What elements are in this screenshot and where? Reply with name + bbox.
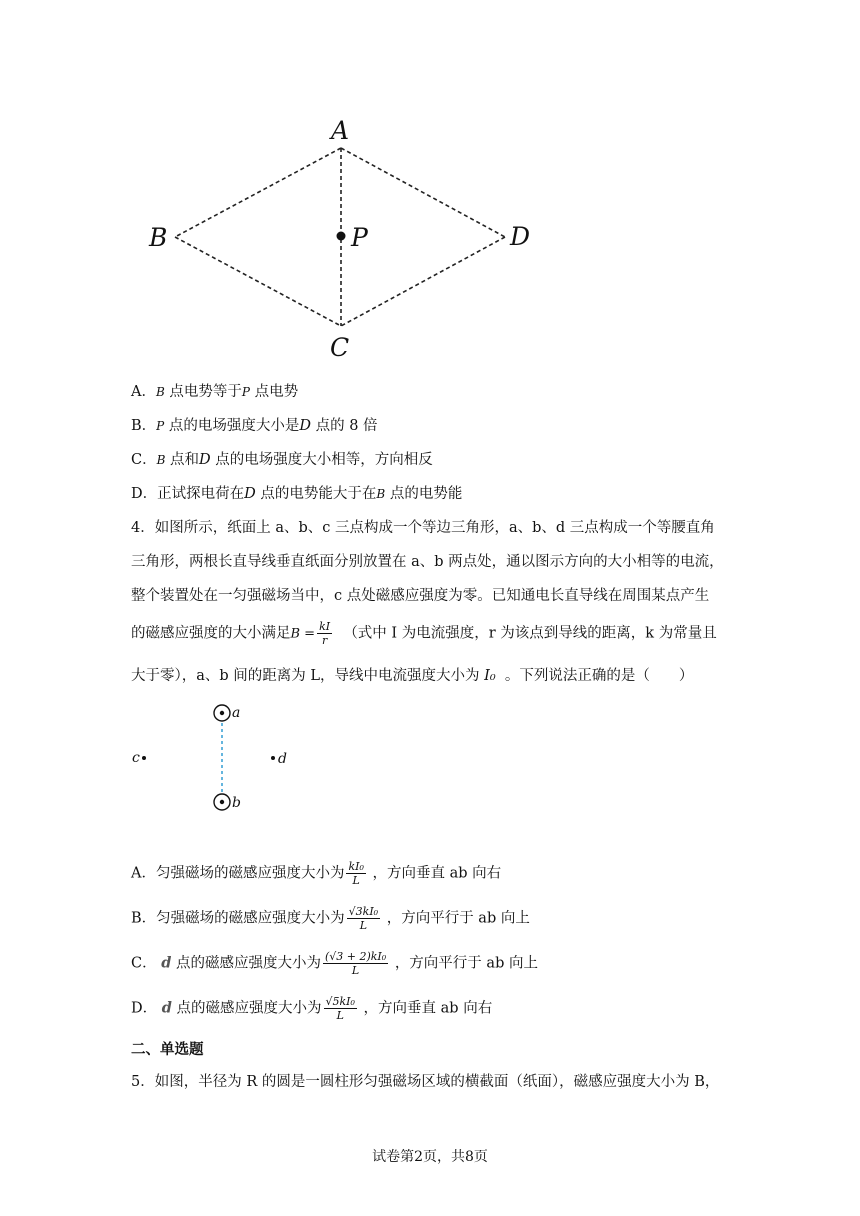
q4-option-c[interactable]: C． d 点的磁感应强度大小为 $\frac{\text{(√3 + 2)kI₀}}{L}$ ，方向平行于 ab 向上 <box>131 950 538 977</box>
q3-option-c[interactable]: C．B 点和D 点的电场强度大小相等，方向相反 <box>131 452 433 468</box>
formula-fraction: $\frac{kI}{r}$ <box>319 620 331 647</box>
point-p <box>337 232 346 241</box>
q4-line-4: 的磁感应强度的大小满足B = $\frac{kI}{r}$ （式中 I 为电流强度，r 为该点到导线的距离，k 为常量且 <box>131 620 717 647</box>
q4-option-b[interactable]: B．匀强磁场的磁感应强度大小为 $\frac{\text{√3kI₀}}{L}$ ，方向平行于 ab 向上 <box>131 905 530 932</box>
q3-option-d[interactable]: D．正试探电荷在D 点的电势能大于在B 点的电势能 <box>131 486 463 502</box>
point-d <box>271 756 275 760</box>
q4-line-3: 整个装置处在一匀强磁场当中，c 点处磁感应强度为零。已知通电长直导线在周围某点产生 <box>131 588 710 604</box>
label-b: B <box>149 223 168 252</box>
q3-option-a[interactable]: A．B 点电势等于P 点电势 <box>131 384 299 400</box>
q3-option-b[interactable]: B．P 点的电场强度大小是D 点的 8 倍 <box>131 418 378 434</box>
label-p: P <box>351 223 368 252</box>
wires-figure <box>125 698 305 823</box>
q4-option-d[interactable]: D． d 点的磁感应强度大小为 $\frac{\text{√5kI₀}}{L}$ ，方向垂直 ab 向右 <box>131 995 493 1022</box>
q4-line-2: 三角形，两根长直导线垂直纸面分别放置在 a、b 两点处，通以图示方向的大小相等的电流， <box>131 554 724 570</box>
section-heading: 二、单选题 <box>131 1042 204 1058</box>
rhombus-figure <box>140 110 560 365</box>
wire-b <box>214 794 230 810</box>
label-a: A <box>331 116 350 145</box>
label-point-d: d <box>278 751 287 767</box>
label-c: C <box>330 333 350 362</box>
label-point-c: c <box>132 750 140 766</box>
q4-line-1: 4．如图所示，纸面上 a、b、c 三点构成一个等边三角形，a、b、d 三点构成一个等腰直角 <box>131 520 715 536</box>
point-c <box>142 756 146 760</box>
label-d: D <box>510 222 531 251</box>
label-wire-a: a <box>232 705 241 721</box>
q4-line-5: 大于零），a、b 间的距离为 L，导线中电流强度大小为 I₀ 。下列说法正确的是（ ） <box>131 668 694 684</box>
page-footer: 试卷第2页，共8页 <box>372 1149 488 1165</box>
label-wire-b: b <box>232 795 241 811</box>
wire-a <box>214 705 230 721</box>
q4-option-a[interactable]: A．匀强磁场的磁感应强度大小为 $\frac{\text{kI₀}}{L}$ ，方向垂直 ab 向右 <box>131 860 502 887</box>
q5-line-1: 5．如图，半径为 R 的圆是一圆柱形匀强磁场区域的横截面（纸面），磁感应强度大小为 B， <box>131 1074 720 1090</box>
